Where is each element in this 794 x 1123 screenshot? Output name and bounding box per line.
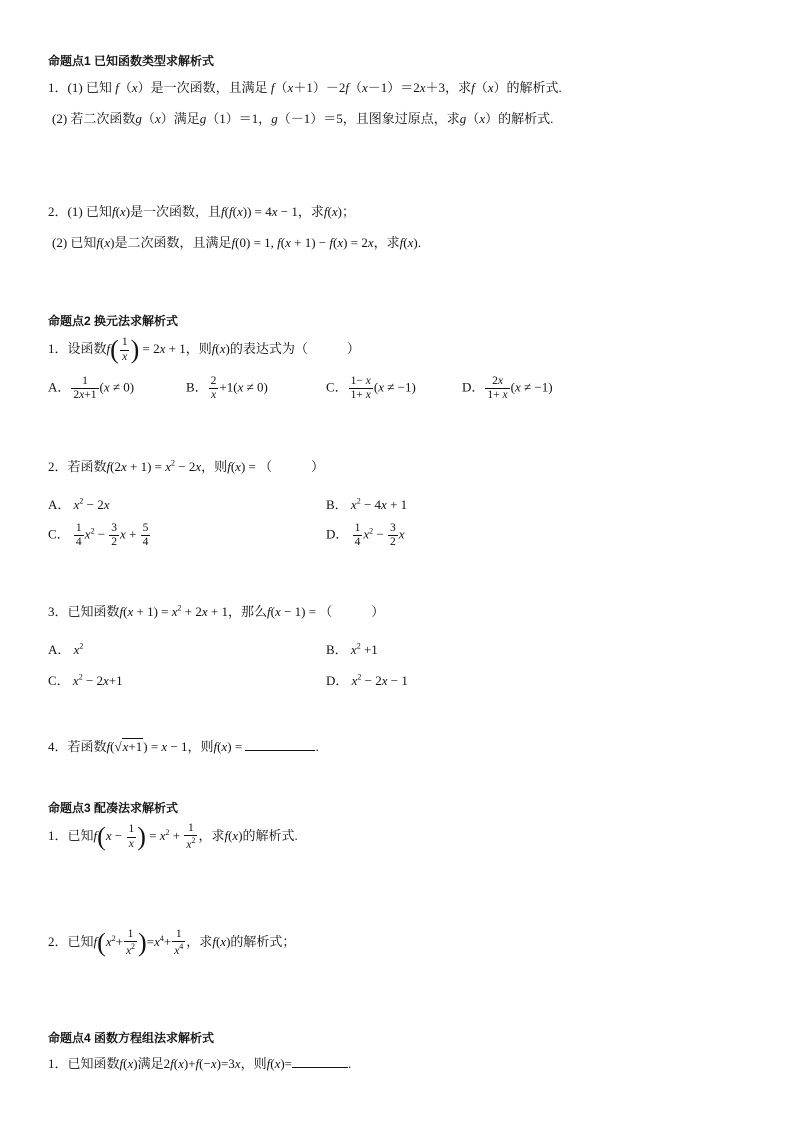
section-heading-3: 命题点3 配凑法求解析式 bbox=[48, 801, 179, 815]
option-2-1-C[interactable]: C． $\frac{1- x}{1+ x}$ (x ≠ −1) bbox=[326, 375, 416, 402]
question-2-3: 3．已知函数$f(x + 1) = x^2 + 2x + 1$，那么f(x − 1) = （ ） bbox=[48, 603, 385, 619]
question-3-2: 2．已知$f(x^2+$ $\frac{1}{x^2}$ )$=x^4+$ $\frac{1}{x^4}$ ，求f(x)的解析式； bbox=[48, 928, 296, 958]
question-2-2: 2．若函数$f(2x + 1) = x^2 - 2x$，则f(x) = （ ） bbox=[48, 458, 325, 474]
question-2-4: 4．若函数f(√x+1) = x − 1，则f(x) = . bbox=[48, 739, 319, 754]
question-3-1: 1．已知f(x − $\frac{1}{x}$ ) = $x^2$ + $\frac{1}{x^2}$ ，求f(x)的解析式. bbox=[48, 822, 298, 852]
section-heading-4: 命题点4 函数方程组法求解析式 bbox=[48, 1031, 215, 1045]
option-2-3-A[interactable]: A． $x^2$ bbox=[48, 641, 84, 657]
option-2-1-D[interactable]: D． $\frac{2x}{1+ x}$ (x ≠ −1) bbox=[462, 375, 553, 402]
option-2-2-C[interactable]: C． $\frac{1}{4}$ $x^2$ − $\frac{3}{2}$ x + $\frac{5}{4}$ bbox=[48, 522, 149, 549]
answer-blank[interactable] bbox=[245, 750, 315, 751]
option-2-1-B[interactable]: B． $\frac{2}{x}$ +1(x ≠ 0) bbox=[186, 375, 268, 402]
section-heading-2: 命题点2 换元法求解析式 bbox=[48, 314, 179, 328]
question-2-1: 1．设函数f( $\frac{1}{x}$ ) = 2x + 1，则f(x)的表达式为（ ） bbox=[48, 335, 360, 364]
option-2-3-D[interactable]: D． $x^2 - 2x - 1$ bbox=[326, 672, 408, 688]
option-2-3-B[interactable]: B． $x^2 +1$ bbox=[326, 641, 378, 657]
option-2-2-B[interactable]: B． $x^2 - 4x + 1$ bbox=[326, 496, 408, 512]
answer-blank[interactable] bbox=[292, 1067, 348, 1068]
option-2-2-D[interactable]: D． $\frac{1}{4}$ $x^2$ − $\frac{3}{2}$ x bbox=[326, 522, 405, 549]
option-2-3-C[interactable]: C． $x^2 - 2x+1$ bbox=[48, 672, 123, 688]
option-2-1-A[interactable]: A． $\frac{1}{2x+1}$ (x ≠ 0) bbox=[48, 375, 135, 402]
question-1-2-part2: (2) 已知f(x)是二次函数，且满足f(0) = 1, f(x + 1) − f(x) = 2x，求f(x). bbox=[52, 235, 421, 250]
section-heading-1: 命题点1 已知函数类型求解析式 bbox=[48, 54, 215, 68]
question-1-1-part1: 1．(1) 已知 f（x）是一次函数，且满足 f（x＋1）－2f（x－1）＝2x＋3，求f（x）的解析式. bbox=[48, 80, 562, 95]
question-4-1: 1．已知函数f(x)满足2f(x)+f(−x)=3x，则f(x)= . bbox=[48, 1056, 352, 1071]
option-2-2-A[interactable]: A． $x^2 - 2x$ bbox=[48, 496, 110, 512]
question-1-1-part2: (2) 若二次函数g（x）满足g（1）＝1，g（－1）＝5，且图象过原点，求g（x）的解析式. bbox=[52, 111, 554, 126]
question-1-2-part1: 2．(1) 已知f(x)是一次函数，且f(f(x)) = 4x − 1，求f(x)； bbox=[48, 204, 356, 219]
